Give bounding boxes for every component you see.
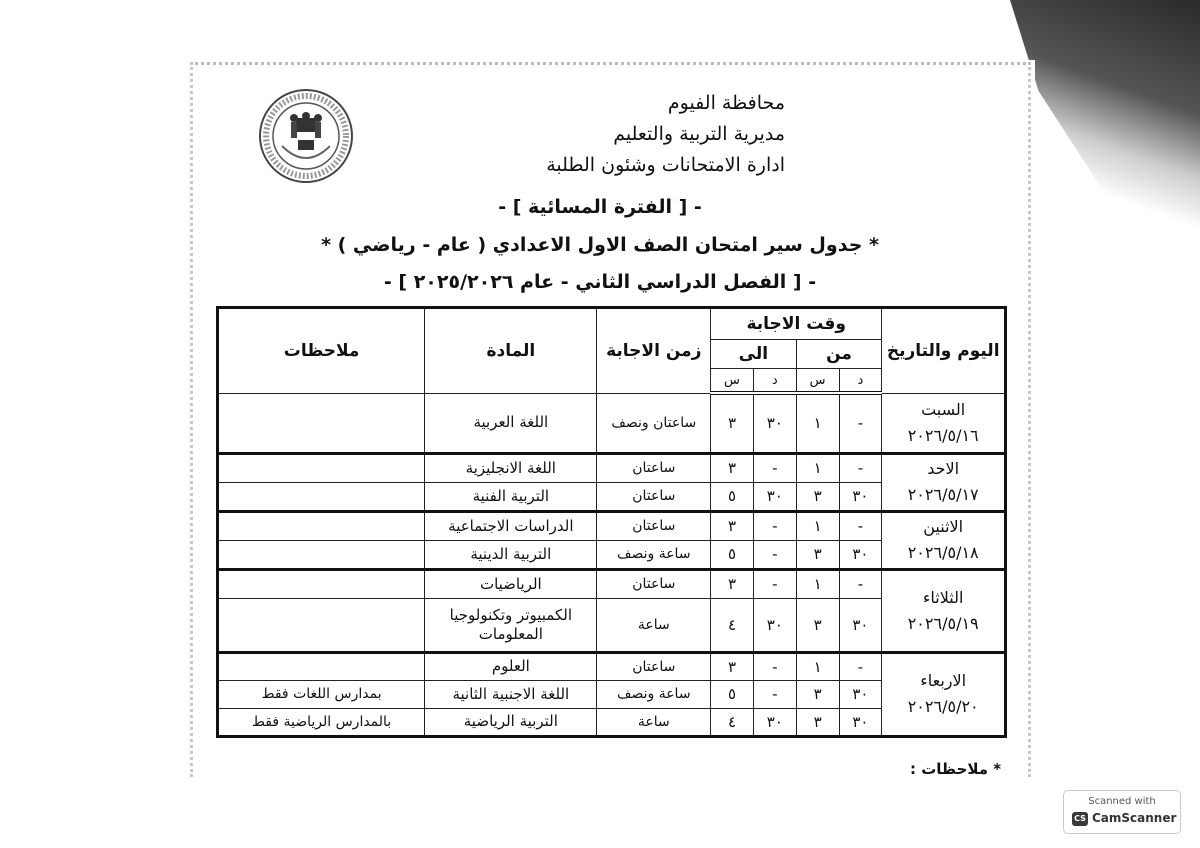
page-corner-shadow xyxy=(1010,0,1200,260)
header-from-hours: س xyxy=(796,369,839,394)
from-minutes: - xyxy=(839,453,882,482)
subject-cell: الرياضيات xyxy=(425,569,597,598)
subject-cell: اللغة الانجليزية xyxy=(425,453,597,482)
table-row xyxy=(218,511,1006,540)
duration-cell: ساعتان xyxy=(597,511,711,540)
table-row xyxy=(218,453,1006,482)
from-minutes: ٣٠ xyxy=(839,680,882,708)
table-row xyxy=(218,393,1006,453)
to-minutes: - xyxy=(753,652,796,680)
notes-cell: بالمدارس الرياضية فقط xyxy=(218,708,425,736)
day-name: السبت xyxy=(921,399,966,419)
schedule-body xyxy=(218,393,1006,736)
duration-cell: ساعة ونصف xyxy=(597,540,711,569)
camscanner-logo-icon: CS xyxy=(1072,812,1088,826)
header-duration: زمن الاجابة xyxy=(597,308,711,394)
from-minutes: - xyxy=(839,652,882,680)
schedule-title: * جدول سير امتحان الصف الاول الاعدادي ( عام - رياضي ) * xyxy=(321,234,879,256)
duration-cell: ساعة xyxy=(597,598,711,652)
from-minutes: - xyxy=(839,393,882,453)
to-hours: ٣ xyxy=(711,393,754,453)
duration-cell: ساعة xyxy=(597,708,711,736)
exam-schedule-table xyxy=(216,306,1007,738)
issuer-header xyxy=(546,88,785,181)
day-cell xyxy=(882,393,1006,453)
notes-cell xyxy=(218,598,425,652)
notes-cell xyxy=(218,453,425,482)
to-hours: ٣ xyxy=(711,453,754,482)
to-minutes: ٣٠ xyxy=(753,708,796,736)
to-hours: ٣ xyxy=(711,652,754,680)
from-minutes: - xyxy=(839,569,882,598)
duration-cell: ساعتان xyxy=(597,482,711,511)
from-hours: ٣ xyxy=(796,598,839,652)
to-hours: ٤ xyxy=(711,708,754,736)
day-date: ٢٠٢٦/٥/٢٠ xyxy=(907,697,979,716)
to-minutes: - xyxy=(753,569,796,598)
notes-cell xyxy=(218,393,425,453)
governorate-name: محافظة الفيوم xyxy=(667,92,785,114)
from-minutes: ٣٠ xyxy=(839,540,882,569)
table-row xyxy=(218,652,1006,680)
directorate-seal xyxy=(258,88,354,184)
from-hours: ٣ xyxy=(796,680,839,708)
to-minutes: ٣٠ xyxy=(753,598,796,652)
notes-cell xyxy=(218,482,425,511)
subject-cell: التربية الفنية xyxy=(425,482,597,511)
day-name: الثلاثاء xyxy=(922,587,964,607)
day-name: الاحد xyxy=(927,459,960,478)
subject-cell: الكمبيوتر وتكنولوجيا المعلومات xyxy=(425,598,597,652)
day-date: ٢٠٢٦/٥/١٩ xyxy=(907,613,979,633)
department-name: ادارة الامتحانات وشئون الطلبة xyxy=(546,154,785,176)
to-minutes: - xyxy=(753,453,796,482)
watermark-brand: CamScanner xyxy=(1092,811,1177,825)
from-hours: ٣ xyxy=(796,708,839,736)
from-hours: ١ xyxy=(796,652,839,680)
duration-cell: ساعتان xyxy=(597,453,711,482)
header-day-date: اليوم والتاريخ xyxy=(882,308,1006,394)
notes-cell xyxy=(218,569,425,598)
to-minutes: ٣٠ xyxy=(753,393,796,453)
header-to-minutes: د xyxy=(753,369,796,394)
notes-cell xyxy=(218,511,425,540)
period-title: - [ الفترة المسائية ] - xyxy=(498,196,702,218)
duration-cell: ساعة ونصف xyxy=(597,680,711,708)
header-subject: المادة xyxy=(425,308,597,394)
header-from-minutes: د xyxy=(839,369,882,394)
day-date: ٢٠٢٦/٥/١٧ xyxy=(907,485,979,504)
from-hours: ٣ xyxy=(796,540,839,569)
notes-cell xyxy=(218,540,425,569)
header-notes: ملاحظات xyxy=(218,308,425,394)
from-hours: ١ xyxy=(796,453,839,482)
to-minutes: - xyxy=(753,540,796,569)
to-hours: ٣ xyxy=(711,569,754,598)
from-hours: ٣ xyxy=(796,482,839,511)
header-to: الى xyxy=(711,340,797,369)
directorate-name: مديرية التربية والتعليم xyxy=(613,123,785,145)
from-minutes: ٣٠ xyxy=(839,482,882,511)
header-from: من xyxy=(796,340,882,369)
from-minutes: ٣٠ xyxy=(839,598,882,652)
day-cell xyxy=(882,652,1006,736)
day-cell xyxy=(882,569,1006,652)
subject-cell: التربية الرياضية xyxy=(425,708,597,736)
to-hours: ٥ xyxy=(711,482,754,511)
from-minutes: ٣٠ xyxy=(839,708,882,736)
day-date: ٢٠٢٦/٥/١٨ xyxy=(907,543,979,562)
day-name: الاثنين xyxy=(923,517,964,536)
from-minutes: - xyxy=(839,511,882,540)
subject-cell: اللغة الاجنبية الثانية xyxy=(425,680,597,708)
notes-cell xyxy=(218,652,425,680)
day-cell xyxy=(882,453,1006,511)
subject-cell: اللغة العربية xyxy=(425,393,597,453)
to-minutes: - xyxy=(753,511,796,540)
camscanner-watermark xyxy=(1063,790,1181,834)
from-hours: ١ xyxy=(796,569,839,598)
subject-cell: التربية الدينية xyxy=(425,540,597,569)
subject-cell: العلوم xyxy=(425,652,597,680)
header-to-hours: س xyxy=(711,369,754,394)
duration-cell: ساعتان ونصف xyxy=(597,393,711,453)
notes-cell: بمدارس اللغات فقط xyxy=(218,680,425,708)
to-minutes: ٣٠ xyxy=(753,482,796,511)
notes-footer: * ملاحظات : xyxy=(910,760,1002,778)
from-hours: ١ xyxy=(796,511,839,540)
duration-cell: ساعتان xyxy=(597,652,711,680)
watermark-caption: Scanned with xyxy=(1088,796,1156,807)
term-title: - [ الفصل الدراسي الثاني - عام ٢٠٢٥/٢٠٢٦ ] - xyxy=(383,271,817,293)
table-row xyxy=(218,569,1006,598)
to-minutes: - xyxy=(753,680,796,708)
from-hours: ١ xyxy=(796,393,839,453)
to-hours: ٤ xyxy=(711,598,754,652)
to-hours: ٣ xyxy=(711,511,754,540)
subject-cell: الدراسات الاجتماعية xyxy=(425,511,597,540)
to-hours: ٥ xyxy=(711,680,754,708)
duration-cell: ساعتان xyxy=(597,569,711,598)
day-cell xyxy=(882,511,1006,569)
day-name: الاربعاء xyxy=(920,671,967,690)
day-date: ٢٠٢٦/٥/١٦ xyxy=(907,425,979,445)
header-answer-time: وقت الاجابة xyxy=(711,308,882,340)
to-hours: ٥ xyxy=(711,540,754,569)
